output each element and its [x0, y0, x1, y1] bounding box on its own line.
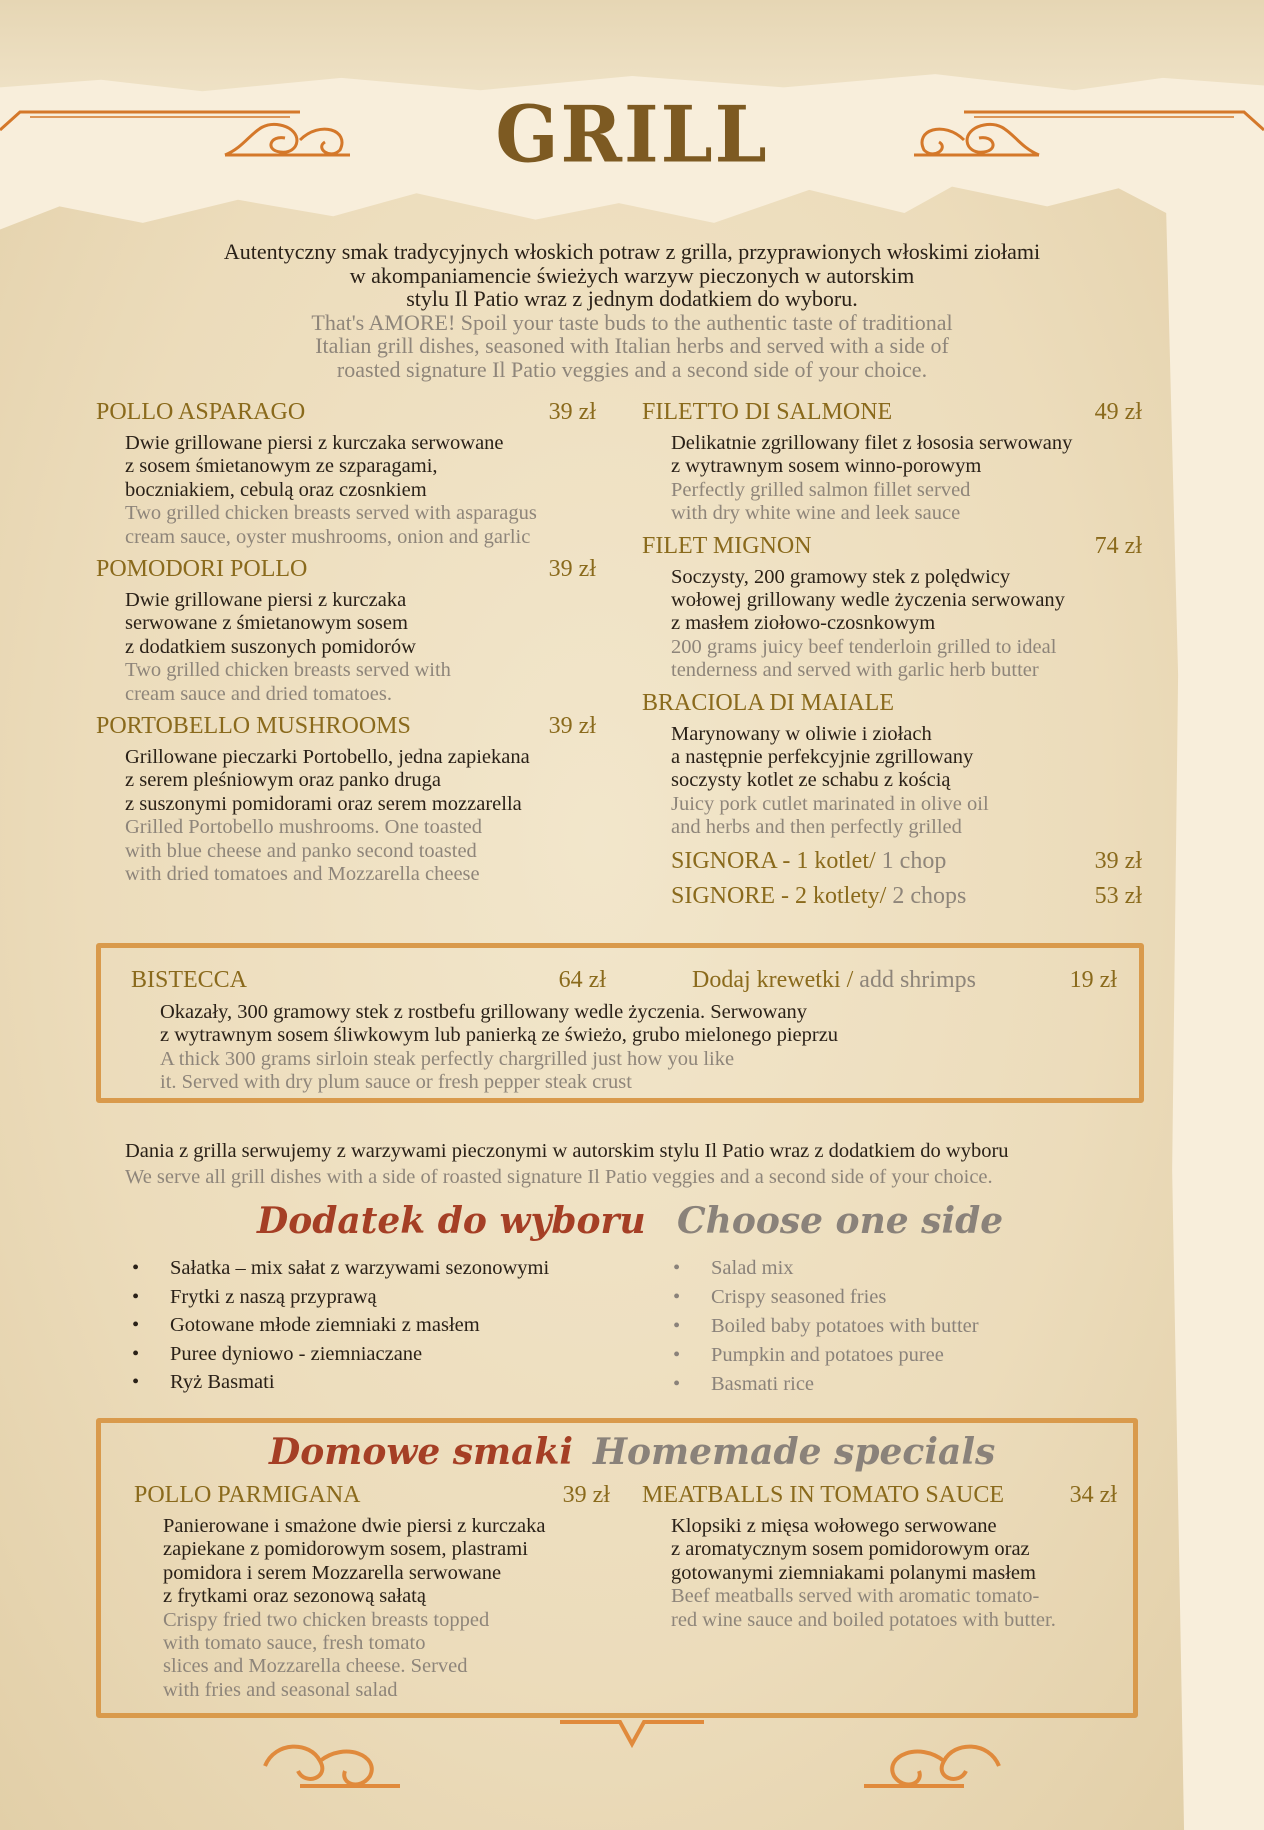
menu-column-left: [96, 392, 596, 887]
desc-pl: z dodatkiem suszonych pomidorów: [125, 635, 416, 658]
desc-en: red wine sauce and boiled potatoes with butter.: [671, 1608, 1056, 1631]
grill-note: [125, 1138, 1009, 1190]
desc-pl: serwowane z śmietanowym sosem: [125, 612, 408, 635]
menu-item: [96, 392, 596, 549]
desc-pl: Dwie grillowane piersi z kurczaka: [125, 589, 407, 612]
item-name: POMODORI POLLO: [96, 556, 308, 583]
item-price: 49 zł: [1094, 399, 1142, 425]
page-title: GRILL: [495, 89, 769, 181]
torn-paper-top: [0, 0, 1264, 95]
addon-label-en: add shrimps: [853, 967, 976, 993]
side-item: • Salad mix: [673, 1254, 979, 1283]
item-name: BISTECCA: [131, 967, 248, 993]
menu-item: [134, 1475, 610, 1702]
menu-item: [96, 549, 596, 706]
item-price: 34 zł: [1069, 1482, 1117, 1508]
side-item: • Gotowane młode ziemniaki z masłem: [132, 1311, 549, 1340]
desc-en: tenderness and served with garlic herb butter: [671, 659, 1039, 682]
desc-pl: Delikatnie zgrillowany filet z łososia serwowany: [671, 432, 1073, 454]
intro-line: stylu Il Patio wraz z jednym dodatkiem do wyboru.: [406, 286, 858, 311]
menu-item: [642, 1475, 1117, 1632]
intro-polish: [0, 240, 1264, 381]
option-row: [642, 844, 1142, 879]
desc-en: Juicy pork cutlet marinated in olive oil: [671, 792, 989, 815]
desc-pl: z wytrawnym sosem winno-porowym: [671, 455, 982, 478]
homemade-title-en: Homemade specials: [593, 1431, 996, 1473]
bistecca-box: [96, 943, 1144, 1103]
option-price: 53 zł: [1094, 882, 1142, 909]
desc-pl: gotowanymi ziemniakami polanymi masłem: [671, 1561, 1036, 1584]
homemade-box: [96, 1418, 1138, 1718]
side-item: • Frytki z naszą przyprawą: [132, 1283, 549, 1312]
option-label-en: 1 chop: [875, 847, 947, 874]
option-row: [642, 879, 1142, 914]
desc-pl: Marynowany w oliwie i ziołach: [671, 722, 932, 745]
desc-en: cream sauce and dried tomatoes.: [125, 682, 392, 705]
desc-en: with tomato sauce, fresh tomato: [163, 1632, 426, 1655]
footer-ornament-icon: [0, 1716, 1264, 1796]
desc-pl: soczysty kotlet ze schabu z kością: [671, 769, 951, 792]
desc-en: 200 grams juicy beef tenderloin grilled to ideal: [671, 635, 1057, 658]
menu-item: [642, 392, 1142, 526]
desc-pl: zapiekane z pomidorowym sosem, plastrami: [163, 1538, 528, 1561]
homemade-title-pl: Domowe smaki: [269, 1431, 574, 1473]
item-name: POLLO ASPARAGO: [96, 399, 306, 425]
item-price: 39 zł: [548, 399, 596, 425]
desc-pl: z suszonymi pomidorami oraz serem mozzarella: [125, 792, 522, 815]
option-label: SIGNORA - 1 kotlet/: [671, 847, 876, 874]
desc-en: it. Served with dry plum sauce or fresh pepper steak crust: [160, 1071, 632, 1094]
desc-pl: wołowej grillowany wedle życzenia serwowany: [671, 589, 1065, 612]
item-name: MEATBALLS IN TOMATO SAUCE: [642, 1482, 1005, 1508]
desc-pl: Dwie grillowane piersi z kurczaka serwowane: [125, 432, 504, 454]
item-name: BRACIOLA DI MAIALE: [642, 689, 894, 716]
item-name: PORTOBELLO MUSHROOMS: [96, 713, 411, 740]
desc-en: with dry white wine and leek sauce: [671, 502, 961, 525]
desc-pl: boczniakiem, cebulą oraz czosnkiem: [125, 478, 427, 501]
desc-pl: z serem pleśniowym oraz panko druga: [125, 769, 441, 792]
desc-pl: Okazały, 300 gramowy stek z rostbefu grillowany wedle życzenia. Serwowany: [160, 1001, 808, 1023]
desc-pl: z masłem ziołowo-czosnkowym: [671, 612, 936, 635]
option-label-en: 2 chops: [886, 882, 967, 909]
desc-pl: a następnie perfekcyjnie zgrillowany: [671, 746, 974, 769]
intro-line: Autentyczny smak tradycyjnych włoskich potraw z grilla, przyprawionych włoskimi ziołami: [223, 239, 1041, 264]
desc-pl: z frytkami oraz sezonową sałatą: [163, 1585, 426, 1608]
sides-list-pl: [132, 1254, 549, 1397]
desc-en: slices and Mozzarella cheese. Served: [163, 1655, 468, 1678]
desc-en: Beef meatballs served with aromatic tomato-: [671, 1585, 1040, 1608]
desc-en: cream sauce, oyster mushrooms, onion and garlic: [125, 525, 531, 548]
note-pl: Dania z grilla serwujemy z warzywami pieczonymi w autorskim stylu Il Patio wraz z dodatkiem do wyboru: [125, 1140, 1009, 1162]
desc-en: with blue cheese and panko second toasted: [125, 839, 477, 862]
sides-title-en: Choose one side: [677, 1200, 1004, 1242]
sides-list-en: [673, 1254, 979, 1399]
intro-line-en: That's AMORE! Spoil your taste buds to the authentic taste of traditional: [311, 309, 953, 335]
desc-pl: Grillowane pieczarki Portobello, jedna zapiekana: [125, 746, 530, 769]
desc-en: Crispy fried two chicken breasts topped: [163, 1608, 490, 1631]
intro-line-en: roasted signature Il Patio veggies and a second side of your choice.: [336, 356, 928, 382]
desc-en: A thick 300 grams sirloin steak perfectly chargrilled just how you like: [160, 1047, 735, 1070]
desc-en: Grilled Portobello mushrooms. One toasted: [125, 816, 482, 839]
intro-line: w akompaniamencie świeżych warzyw pieczonych w autorskim: [349, 262, 915, 288]
side-item: • Basmati rice: [673, 1370, 979, 1399]
desc-en: and herbs and then perfectly grilled: [671, 816, 962, 839]
desc-en: Two grilled chicken breasts served with: [125, 659, 451, 682]
menu-item: [642, 683, 1142, 914]
intro-line-en: Italian grill dishes, seasoned with Italian herbs and served with a side of: [315, 333, 949, 358]
side-item: • Pumpkin and potatoes puree: [673, 1341, 979, 1370]
menu-column-right: [642, 392, 1142, 914]
item-price: 39 zł: [562, 1482, 610, 1508]
side-item: • Sałatka – mix sałat z warzywami sezonowymi: [132, 1254, 549, 1283]
item-price: 64 zł: [558, 967, 606, 993]
desc-pl: z wytrawnym sosem śliwkowym lub panierką ze świeżo, grubo mielonego pieprzu: [160, 1024, 839, 1047]
desc-en: with dried tomatoes and Mozzarella cheese: [125, 863, 480, 886]
addon-label: Dodaj krewetki /: [692, 967, 854, 993]
item-price: 39 zł: [548, 556, 596, 583]
menu-item: [96, 706, 596, 886]
desc-en: with fries and seasonal salad: [163, 1678, 398, 1701]
desc-pl: Soczysty, 200 gramowy stek z polędwicy: [671, 565, 1011, 588]
note-en: We serve all grill dishes with a side of roasted signature Il Patio veggies and a second side of your choice.: [125, 1166, 993, 1188]
item-name: POLLO PARMIGANA: [134, 1482, 361, 1508]
desc-pl: Panierowane i smażone dwie piersi z kurczaka: [163, 1515, 546, 1537]
desc-pl: pomidora i serem Mozzarella serwowane: [163, 1561, 502, 1584]
desc-pl: Klopsiki z mięsa wołowego serwowane: [671, 1515, 997, 1537]
side-item: • Boiled baby potatoes with butter: [673, 1312, 979, 1341]
desc-en: Two grilled chicken breasts served with asparagus: [125, 502, 537, 525]
side-item: • Ryż Basmati: [132, 1368, 549, 1397]
desc-pl: z aromatycznym sosem pomidorowym oraz: [671, 1538, 1030, 1561]
side-item: • Puree dyniowo - ziemniaczane: [132, 1340, 549, 1369]
option-label: SIGNORE - 2 kotlety/: [671, 882, 887, 909]
option-price: 39 zł: [1094, 847, 1142, 874]
desc-en: Perfectly grilled salmon fillet served: [671, 478, 971, 501]
item-price: 39 zł: [548, 713, 596, 740]
sides-title-pl: Dodatek do wyboru: [257, 1200, 646, 1242]
item-name: FILETTO DI SALMONE: [642, 399, 893, 425]
desc-pl: z sosem śmietanowym ze szparagami,: [125, 455, 438, 478]
item-price: 74 zł: [1094, 532, 1142, 559]
addon-price: 19 zł: [1069, 967, 1117, 993]
item-name: FILET MIGNON: [642, 532, 812, 559]
side-item: • Crispy seasoned fries: [673, 1283, 979, 1312]
menu-item: [642, 526, 1142, 683]
